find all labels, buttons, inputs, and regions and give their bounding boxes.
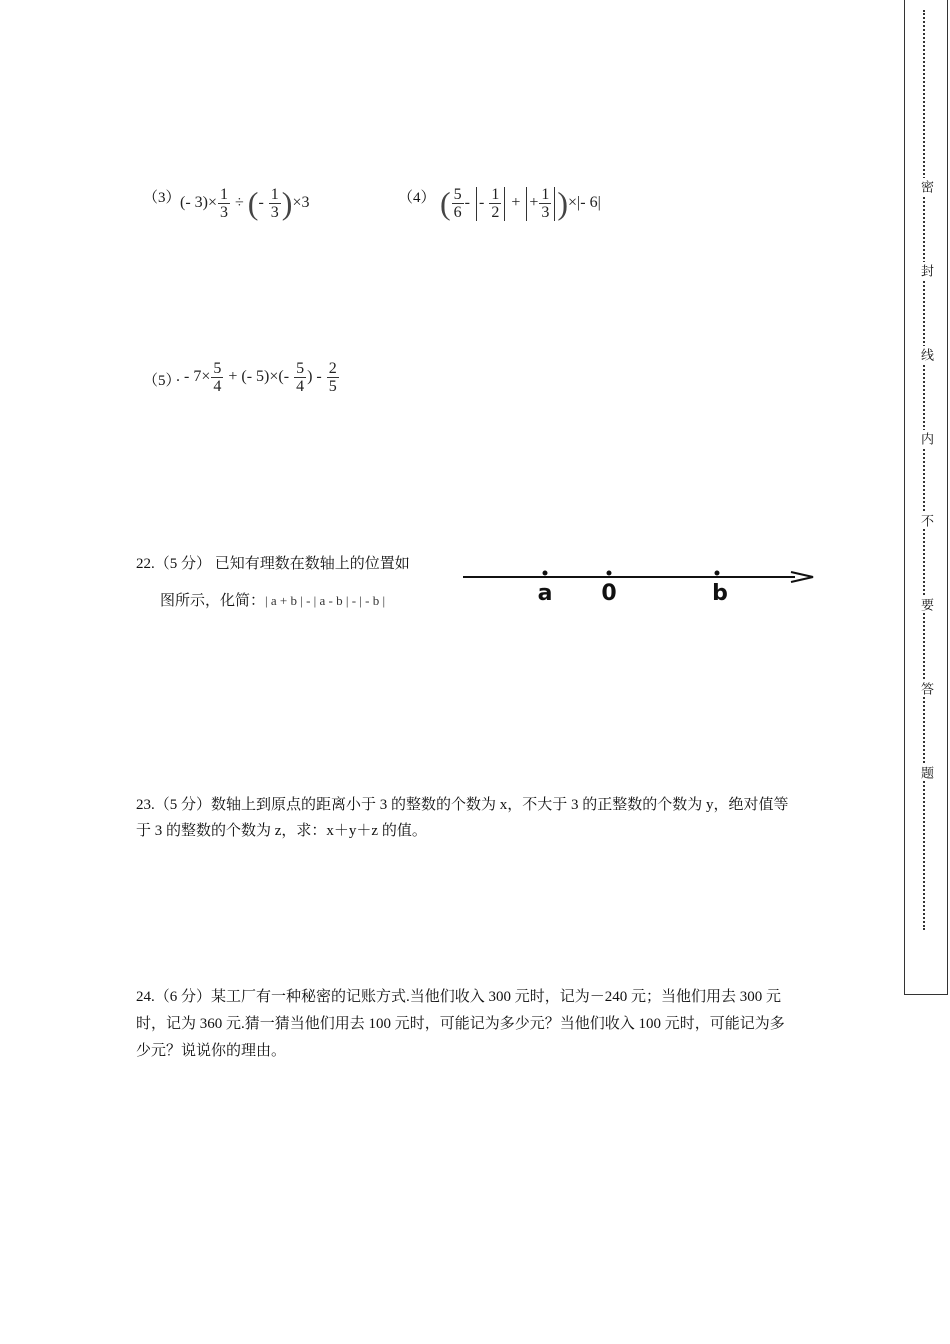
point-b-dot (715, 571, 720, 576)
seal-dotted-line (923, 10, 925, 930)
seal-char-3: 线 (919, 348, 934, 361)
q22-prefix: 图所示，化简： (160, 593, 266, 609)
axis-label-a: a (537, 581, 553, 606)
seal-char-8: 题 (919, 766, 934, 779)
problem-3-label: （3） (143, 190, 181, 206)
seal-char-1: 密 (919, 180, 934, 193)
p5-fraction-5-4b: $\frac{5}{4}$ (296, 360, 305, 395)
problem-4-expression: ( $\frac{5}{6}$ - - $\frac{1}{2}$ + + $\frac{1}{3}$ )×|- 6| (440, 185, 601, 221)
seal-char-2: 封 (919, 264, 934, 277)
p3-fraction-1: $\frac{1}{3}$ (220, 186, 229, 221)
q22-line-2 (160, 589, 385, 613)
problem-4-label: （4） (398, 190, 436, 206)
p3-fraction-2: $\frac{1}{3}$ (270, 186, 279, 221)
q22-expression: | a + b | - | a - b | - | - b | (265, 593, 386, 608)
p4-tail: ×|- 6| (568, 194, 601, 212)
point-a-dot (543, 571, 548, 576)
q23-line-1: 23.（5 分）数轴上到原点的距离小于 3 的整数的个数为 x，不大于 3 的正整数的个数为 y，绝对值等 (136, 797, 789, 813)
axis-label-b: b (712, 581, 728, 606)
p4-fraction-1-2: $\frac{1}{2}$ (491, 186, 500, 221)
point-0-dot (607, 571, 612, 576)
seal-char-7: 答 (919, 682, 934, 695)
p3-term-a: (- 3) (180, 194, 208, 212)
seal-char-6: 要 (919, 598, 934, 611)
p3-times: × (207, 194, 218, 212)
q22-line-1: 22.（5 分） 已知有理数在数轴上的位置如 (136, 556, 410, 572)
number-line-diagram (455, 560, 825, 610)
p4-fraction-1-3: $\frac{1}{3}$ (541, 186, 550, 221)
p4-fraction-5-6: $\frac{5}{6}$ (453, 186, 462, 221)
q24-line-2: 时，记为 360 元.猜一猜当他们用去 100 元时，可能记为多少元？当他们收入 100 元时，可能记为多 (136, 1016, 785, 1032)
q23-line-2: 于 3 的整数的个数为 z，求：x＋y＋z 的值。 (136, 823, 427, 839)
axis-label-0: 0 (601, 581, 617, 606)
q24-line-3: 少元？说说你的理由。 (136, 1043, 287, 1059)
p3-times-3: ×3 (292, 194, 310, 212)
seal-char-4: 内 (919, 432, 934, 445)
seal-char-5: 不 (919, 514, 934, 527)
seal-line-box (904, 0, 948, 995)
problem-5-label: （5） (143, 373, 181, 389)
p5-fraction-5-4: $\frac{5}{4}$ (213, 360, 222, 395)
problem-3-expression: (- 3)× $\frac{1}{3}$ ÷ (- $\frac{1}{3}$ )×3 (180, 185, 310, 221)
problem-5-expression: . - 7× $\frac{5}{4}$ + (- 5)×(- $\frac{5}{4}$ ) - $\frac{2}{5}$ (176, 360, 337, 395)
q24-line-1: 24.（6 分）某工厂有一种秘密的记账方式.当他们收入 300 元时，记为－240 元；当他们用去 300 元 (136, 989, 782, 1005)
p5-fraction-2-5: $\frac{2}{5}$ (328, 360, 337, 395)
p3-div: ÷ (235, 194, 244, 212)
